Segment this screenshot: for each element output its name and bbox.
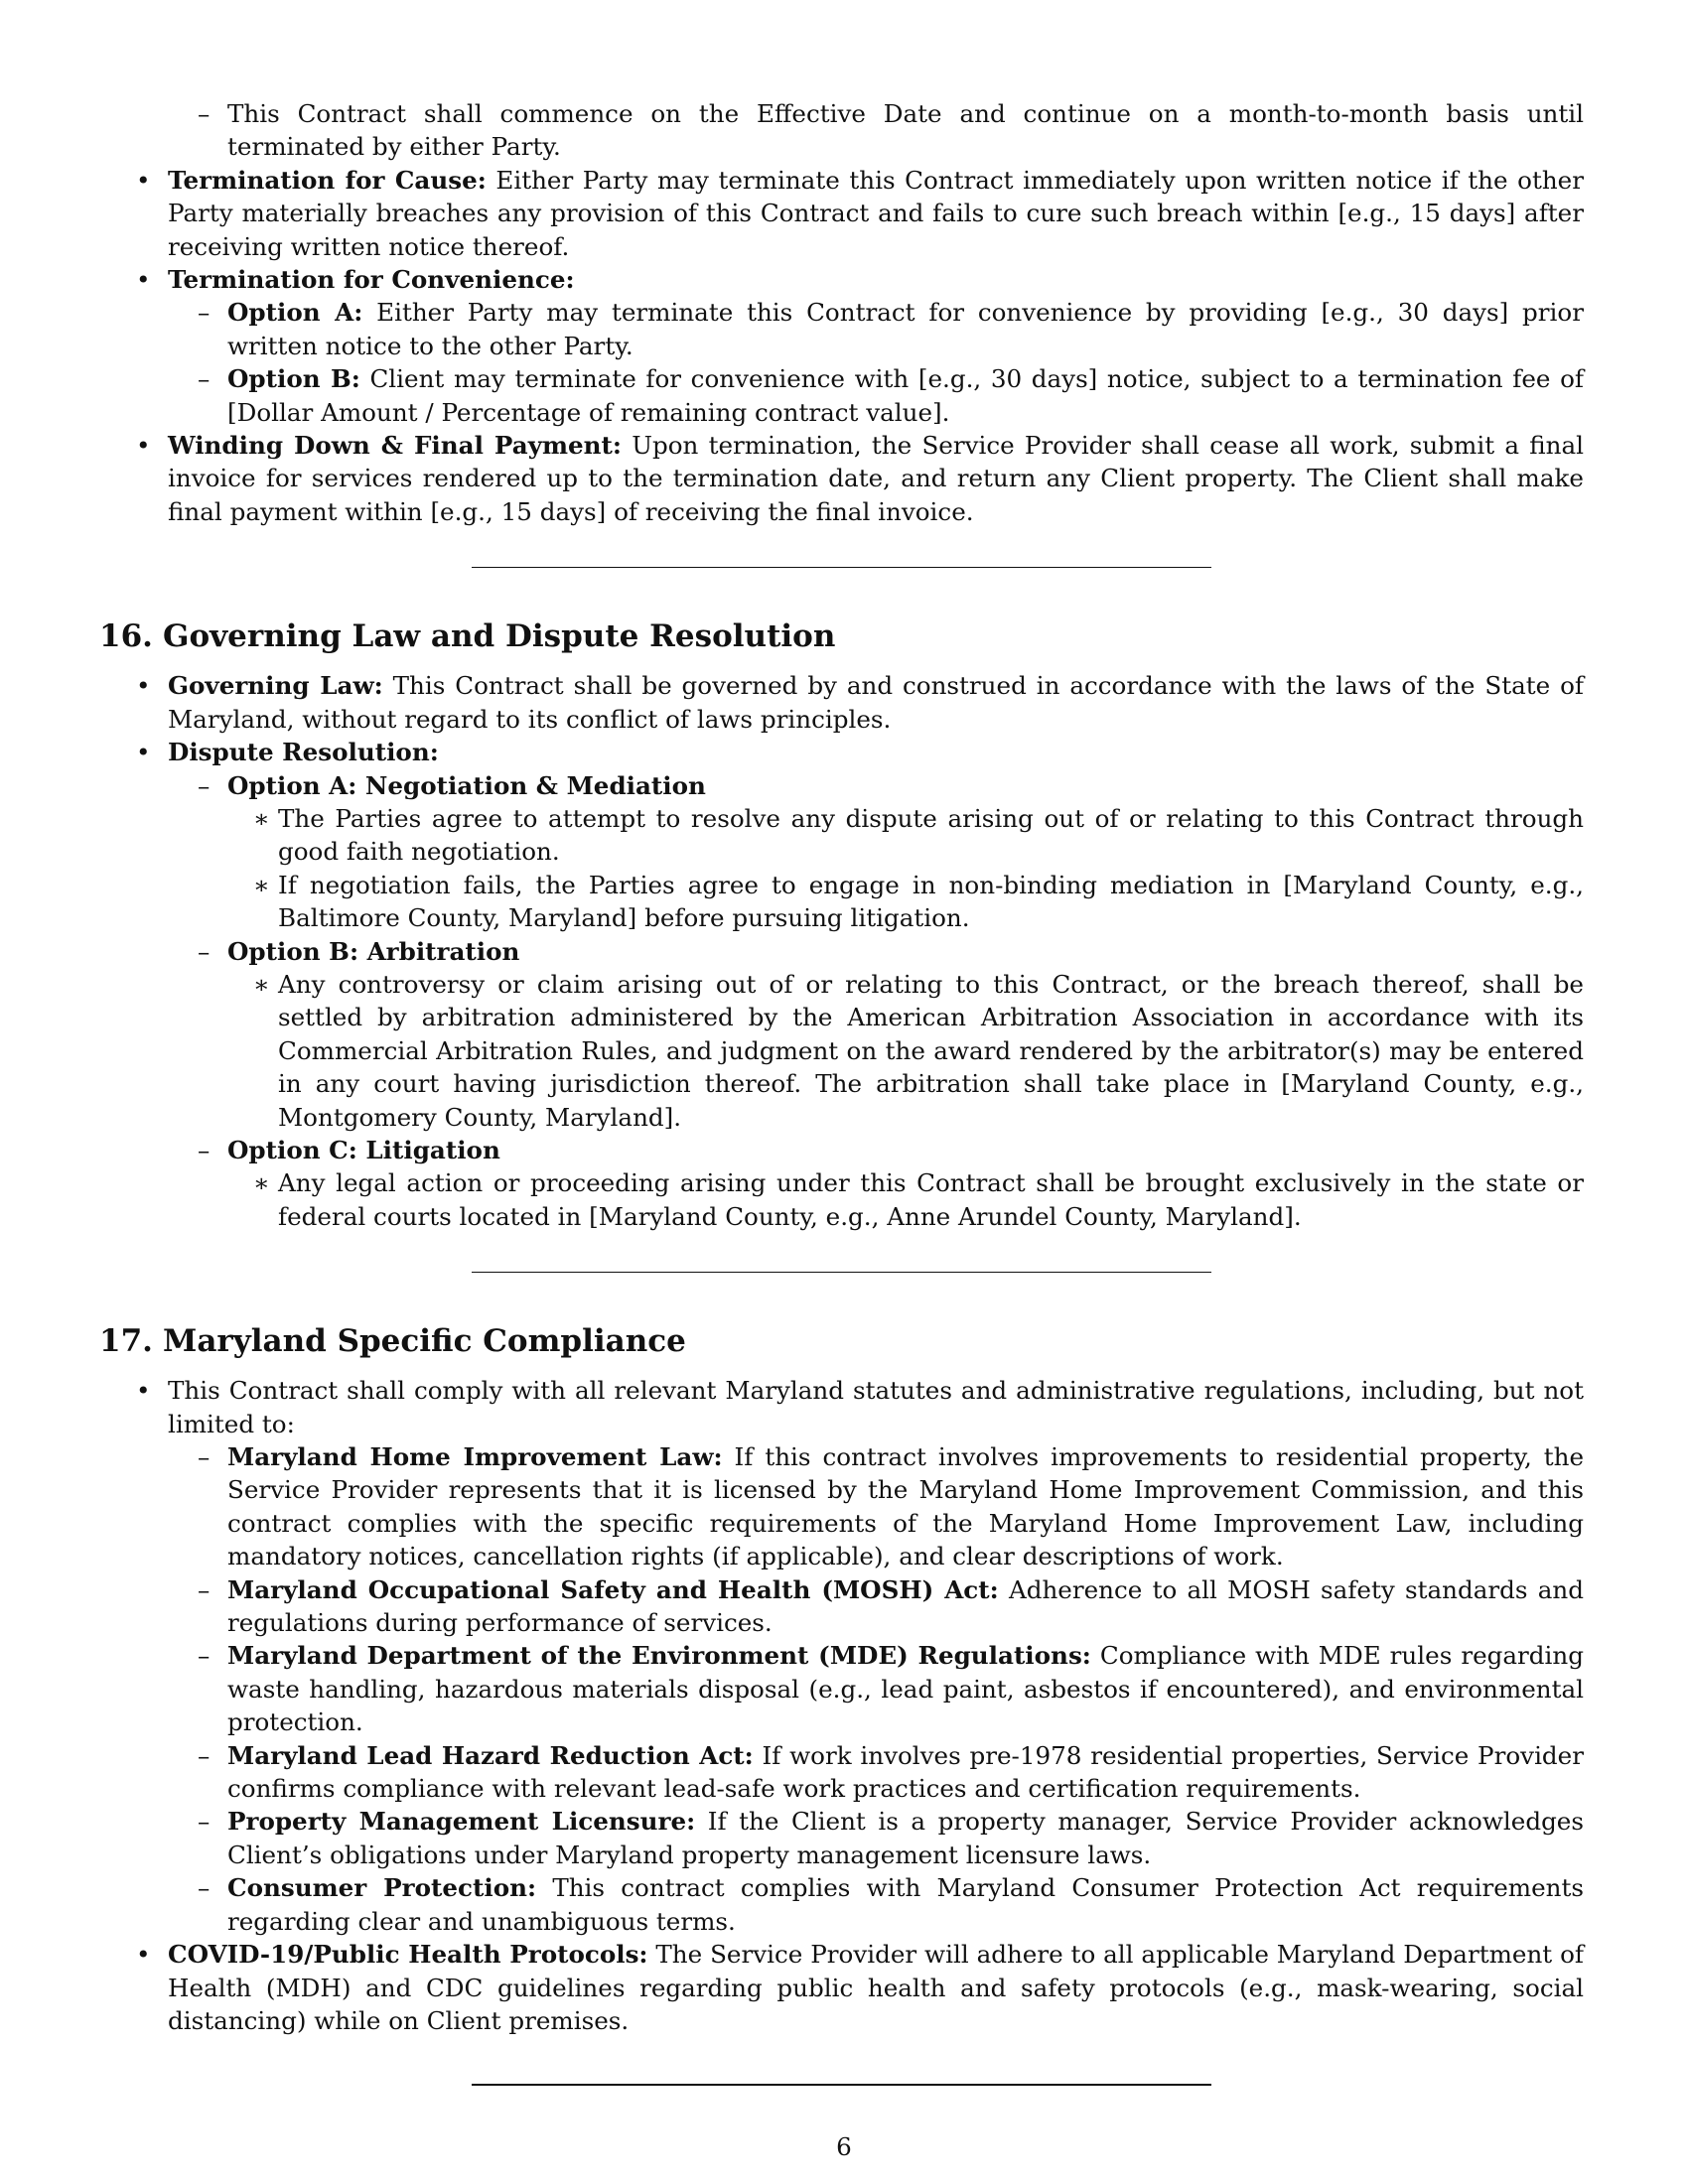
list-item: ∗ The Parties agree to attempt to resolve any dispute arising out of or relating to this Contract through good faith negotiation. bbox=[227, 802, 1584, 869]
convenience-option-a: – Option A: Either Party may terminate this Contract for convenience by providing [e.g., 30 days] prior written notice to the other Party. bbox=[168, 296, 1584, 362]
termination-for-convenience-item bbox=[99, 263, 1584, 429]
list-item: ∗ If negotiation fails, the Parties agree to engage in non-binding mediation in [Maryland County, e.g., Baltimore County, Maryland] before pursuing litigation. bbox=[227, 869, 1584, 935]
list-item: ∗ Any controversy or claim arising out of or relating to this Contract, or the breach thereof, shall be settled by arbitration administered by the American Arbitration Association in accordance with its Commercial Arbitration Rules, and judgment on the award rendered by the arbitrator(s) may be entered in any court having jurisdiction thereof. The arbitration shall take place in [Maryland County, e.g., Montgomery County, Maryland]. bbox=[227, 968, 1584, 1134]
termination-list bbox=[99, 164, 1584, 528]
list-item: ∗ Any legal action or proceeding arising under this Contract shall be brought exclusively in the state or federal courts located in [Maryland County, e.g., Anne Arundel County, Maryland]. bbox=[227, 1166, 1584, 1233]
consumer-protection-item: – Consumer Protection: This contract complies with Maryland Consumer Protection Act requirements regarding clear and unambiguous terms. bbox=[168, 1871, 1584, 1938]
option-b-sublist bbox=[227, 968, 1584, 1134]
winding-down-label: Winding Down & Final Payment: bbox=[168, 431, 622, 461]
dispute-option-c: – Option C: Litigation ∗ Any legal action or proceeding arising under this Contract shall be brought exclusively in the state or federal courts located in [Maryland County, e.g., Anne Arundel County, Maryland]. bbox=[168, 1134, 1584, 1233]
page-number: 6 bbox=[836, 2132, 852, 2161]
mde-regulations-item: – Maryland Department of the Environment (MDE) Regulations: Compliance with MDE rules regarding waste handling, hazardous materials disposal (e.g., lead paint, asbestos if encountered), and environmental protection. bbox=[168, 1639, 1584, 1738]
dispute-option-b: – Option B: Arbitration ∗ Any controversy or claim arising out of or relating to this Contract, or the breach thereof, shall be settled by arbitration administered by the American Arbitration Association in accordance with its Commercial Arbitration Rules, and judgment on the award rendered by the arbitrator(s) may be entered in any court having jurisdiction thereof. The arbitration shall take place in [Maryland County, e.g., Montgomery County, Maryland]. bbox=[168, 935, 1584, 1134]
section-divider bbox=[472, 2084, 1211, 2086]
governing-law-item: • Governing Law: This Contract shall be governed by and construed in accordance with the laws of the State of Maryland, without regard to its conflict of laws principles. bbox=[99, 669, 1584, 736]
compliance-items-list bbox=[168, 1440, 1584, 1938]
lead-hazard-act-item: – Maryland Lead Hazard Reduction Act: If work involves pre-1978 residential properties, Service Provider confirms compliance with relevant lead-safe work practices and certification requirements. bbox=[168, 1739, 1584, 1806]
term-continuation-item: – This Contract shall commence on the Effective Date and continue on a month-to-month basis until terminated by either Party. bbox=[99, 97, 1584, 164]
winding-down-item: • Winding Down & Final Payment: Upon termination, the Service Provider shall cease all work, submit a final invoice for services rendered up to the termination date, and return any Client property. The Client shall make final payment within [e.g., 15 days] of receiving the final invoice. bbox=[99, 429, 1584, 528]
termination-for-cause-label: Termination for Cause: bbox=[168, 165, 487, 195]
carryover-list bbox=[99, 97, 1584, 164]
section-divider bbox=[472, 1272, 1211, 1273]
section-17-list bbox=[99, 1374, 1584, 2037]
dispute-resolution-item: • Dispute Resolution: – Option A: Negotiation & Mediation ∗ The Parties agree to attempt to resolve any dispute arising out of or relating to this Contract through good faith negotiation. ∗ If negotiation fails, the Parties agree to engage in non-binding mediation in [Maryland County, e.g., Baltimore County, Maryland] before pursuing litigation. – Option B: Arbitration ∗ Any controversy or claim arising out of or relating to this Contract, or the breach thereof, shall be settled by arbitration administered by the American Arbitration Association in accordance with its Commercial Arbitration Rules, and judgment on the award rendered by the arbitrator(s) may be entered in any court having jurisdiction thereof. The arbitration shall take place in [Maryland County, e.g., Montgomery County, Maryland]. – Option C: Litigation ∗ Any legal action or proceeding arising under this Contract shall be brought exclusively in the state or federal courts located in [Maryland County, e.g., Anne Arundel County, Maryland]. bbox=[99, 736, 1584, 1233]
covid-protocols-item: • COVID-19/Public Health Protocols: The Service Provider will adhere to all applicable Maryland Department of Health (MDH) and CDC guidelines regarding public health and safety protocols (e.g., mask-wearing, social distancing) while on Client premises. bbox=[99, 1938, 1584, 2037]
termination-for-convenience-label: Termination for Convenience: bbox=[168, 265, 575, 295]
section-divider bbox=[472, 567, 1211, 568]
convenience-options-list bbox=[168, 296, 1584, 429]
section-17-heading: 17. Maryland Specific Compliance bbox=[99, 1323, 686, 1360]
page-content bbox=[99, 97, 1584, 2086]
home-improvement-law-item: – Maryland Home Improvement Law: If this contract involves improvements to residential property, the Service Provider represents that it is licensed by the Maryland Home Improvement Commission, and this contract complies with the specific requirements of the Maryland Home Improvement Law, including mandatory notices, cancellation rights (if applicable), and clear descriptions of work. bbox=[168, 1440, 1584, 1573]
section-16-list bbox=[99, 669, 1584, 1233]
termination-for-cause-item: • Termination for Cause: Either Party may terminate this Contract immediately upon written notice if the other Party materially breaches any provision of this Contract and fails to cure such breach within [e.g., 15 days] after receiving written notice thereof. bbox=[99, 164, 1584, 263]
convenience-option-b: – Option B: Client may terminate for convenience with [e.g., 30 days] notice, subject to a termination fee of [Dollar Amount / Percentage of remaining contract value]. bbox=[168, 362, 1584, 429]
dispute-options-list bbox=[168, 769, 1584, 1234]
property-management-item: – Property Management Licensure: If the Client is a property manager, Service Provider acknowledges Client’s obligations under Maryland property management licensure laws. bbox=[168, 1805, 1584, 1871]
option-c-sublist bbox=[227, 1166, 1584, 1233]
mosh-act-item: – Maryland Occupational Safety and Health (MOSH) Act: Adherence to all MOSH safety standards and regulations during performance of services. bbox=[168, 1573, 1584, 1640]
dispute-option-a: – Option A: Negotiation & Mediation ∗ The Parties agree to attempt to resolve any dispute arising out of or relating to this Contract through good faith negotiation. ∗ If negotiation fails, the Parties agree to engage in non-binding mediation in [Maryland County, e.g., Baltimore County, Maryland] before pursuing litigation. bbox=[168, 769, 1584, 935]
section-16-heading: 16. Governing Law and Dispute Resolution bbox=[99, 618, 836, 655]
option-a-sublist bbox=[227, 802, 1584, 935]
compliance-intro-item: • This Contract shall comply with all relevant Maryland statutes and administrative regulations, including, but not limited to: – Maryland Home Improvement Law: If this contract involves improvements to residential property, the Service Provider represents that it is licensed by the Maryland Home Improvement Commission, and this contract complies with the specific requirements of the Maryland Home Improvement Law, including mandatory notices, cancellation rights (if applicable), and clear descriptions of work. – Maryland Occupational Safety and Health (MOSH) Act: Adherence to all MOSH safety standards and regulations during performance of services. – Maryland Department of the Environment (MDE) Regulations: Compliance with MDE rules regarding waste handling, hazardous materials disposal (e.g., lead paint, asbestos if encountered), and environmental protection. – Maryland Lead Hazard Reduction Act: If work involves pre-1978 residential properties, Service Provider confirms compliance with relevant lead-safe work practices and certification requirements. – Property Management Licensure: If the Client is a property manager, Service Provider acknowledges Client’s obligations under Maryland property management licensure laws. – Consumer Protection: This contract complies with Maryland Consumer Protection Act requirements regarding clear and unambiguous terms. bbox=[99, 1374, 1584, 1938]
